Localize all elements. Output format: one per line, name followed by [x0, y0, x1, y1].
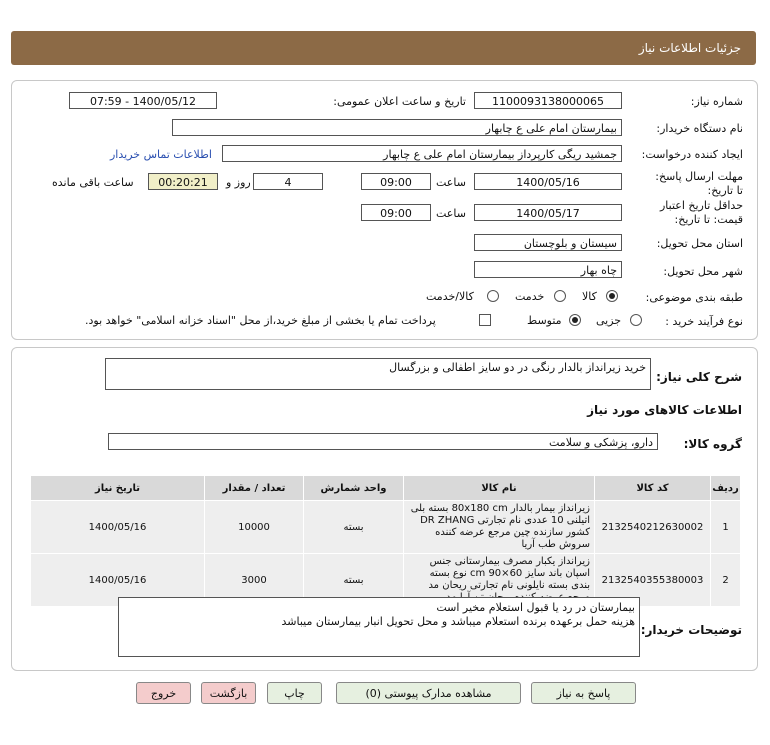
validity-date-field[interactable]: 1400/05/17 — [474, 204, 622, 221]
print-button[interactable]: چاپ — [267, 682, 322, 704]
category-goods-label: کالا — [582, 290, 597, 303]
goods-section-title: اطلاعات کالاهای مورد نیاز — [587, 403, 742, 417]
creator-label: ایجاد کننده درخواست: — [641, 148, 743, 161]
announce-label: تاریخ و ساعت اعلان عمومی: — [333, 95, 466, 108]
category-goods-radio[interactable] — [606, 290, 618, 302]
remaining-label: ساعت باقی مانده — [52, 176, 134, 189]
reply-deadline-label: مهلت ارسال پاسخ: تا تاریخ: — [655, 170, 743, 197]
item-unit: بسته — [304, 554, 404, 607]
item-qty: 3000 — [205, 554, 304, 607]
col-header-name: نام کالا — [404, 476, 595, 501]
items-table — [30, 475, 741, 607]
goods-group-label: گروه کالا: — [683, 437, 742, 451]
validity-time-field[interactable]: 09:00 — [361, 204, 431, 221]
buyer-org-label: نام دستگاه خریدار: — [656, 122, 743, 135]
item-date: 1400/05/16 — [31, 501, 205, 554]
category-service-radio[interactable] — [554, 290, 566, 302]
item-unit: بسته — [304, 501, 404, 554]
item-qty: 10000 — [205, 501, 304, 554]
buyer-org-field[interactable]: بیمارستان امام علی ع چابهار — [172, 119, 622, 136]
back-button[interactable]: بازگشت — [201, 682, 256, 704]
category-service-label: خدمت — [515, 290, 545, 303]
reply-button[interactable]: پاسخ به نیاز — [531, 682, 636, 704]
validity-label: حداقل تاریخ اعتبار قیمت: تا تاریخ: — [659, 199, 743, 226]
days-field[interactable]: 4 — [253, 173, 323, 190]
buyer-notes-label: توضیحات خریدار: — [640, 623, 742, 637]
need-number-field[interactable]: 1100093138000065 — [474, 92, 622, 109]
category-label: طبقه بندی موضوعی: — [645, 291, 743, 304]
validity-time-label: ساعت — [436, 207, 466, 220]
buyer-notes-line-2: هزینه حمل برعهده برنده استعلام میباشد و محل تحویل انبار بیمارستان میباشد — [281, 615, 635, 628]
goods-group-field[interactable]: دارو، پزشکی و سلامت — [108, 433, 658, 450]
col-header-unit: واحد شمارش — [304, 476, 404, 501]
table-header-row — [31, 476, 741, 501]
page-header — [11, 31, 756, 65]
city-field[interactable]: چاه بهار — [474, 261, 622, 278]
row-number: 1 — [711, 501, 741, 554]
treasury-payment-checkbox[interactable] — [479, 314, 491, 326]
col-header-row: ردیف — [711, 476, 741, 501]
buyer-notes-field[interactable] — [118, 597, 640, 657]
buyer-notes-line-1: بیمارستان در رد یا قبول استعلام مخیر است — [436, 601, 635, 614]
buyer-contact-link[interactable]: اطلاعات تماس خریدار — [110, 148, 212, 161]
item-date: 1400/05/16 — [31, 554, 205, 607]
item-code: 2132540355380003 — [595, 554, 711, 607]
creator-field[interactable]: جمشید ریگی کارپرداز بیمارستان امام علی ع چابهار — [222, 145, 622, 162]
item-code: 2132540212630002 — [595, 501, 711, 554]
province-field[interactable]: سیستان و بلوچستان — [474, 234, 622, 251]
item-name: زیرانداز یکبار مصرف بیمارستانی جنس اسپان باند سایز 60×90 cm نوع بسته بندی بسته نایلونی نام تجارتی ریحان مد — [404, 554, 595, 607]
page-title: جزئیات اطلاعات نیاز — [638, 41, 741, 55]
reply-time-label: ساعت — [436, 176, 466, 189]
reply-time-field[interactable]: 09:00 — [361, 173, 431, 190]
process-medium-label: متوسط — [527, 314, 562, 327]
row-number: 2 — [711, 554, 741, 607]
province-label: استان محل تحویل: — [656, 237, 743, 250]
process-minor-label: جزیی — [596, 314, 622, 327]
process-label: نوع فرآیند خرید : — [665, 315, 743, 328]
process-medium-radio[interactable] — [569, 314, 581, 326]
description-label: شرح کلی نیاز: — [656, 370, 742, 384]
treasury-payment-note: پرداخت تمام یا بخشی از مبلغ خرید،از محل "اسناد خزانه اسلامی" خواهد بود. — [85, 314, 436, 327]
col-header-date: تاریخ نیاز — [31, 476, 205, 501]
exit-button[interactable]: خروج — [136, 682, 191, 704]
col-header-code: کد کالا — [595, 476, 711, 501]
item-name: زیرانداز بیمار بالدار 80x180 cm بسته بلی اتیلنی 10 عددی نام تجارتی DR ZHANG کشور سازنده چین مرجع عرضه کننده سروش طب آریا — [404, 501, 595, 554]
description-field[interactable]: خرید زیرانداز بالدار رنگی در دو سایز اطفالی و بزرگسال — [105, 358, 651, 390]
reply-date-field[interactable]: 1400/05/16 — [474, 173, 622, 190]
days-label: روز و — [226, 176, 251, 189]
view-attachments-button[interactable]: مشاهده مدارک پیوستی (0) — [336, 682, 521, 704]
process-minor-radio[interactable] — [630, 314, 642, 326]
category-both-label: کالا/خدمت — [426, 290, 474, 303]
announce-date-field[interactable]: 1400/05/12 - 07:59 — [69, 92, 217, 109]
city-label: شهر محل تحویل: — [663, 265, 743, 278]
remaining-time-field: 00:20:21 — [148, 173, 218, 190]
col-header-qty: تعداد / مقدار — [205, 476, 304, 501]
table-row[interactable] — [31, 501, 741, 554]
need-number-label: شماره نیاز: — [690, 95, 743, 108]
category-both-radio[interactable] — [487, 290, 499, 302]
